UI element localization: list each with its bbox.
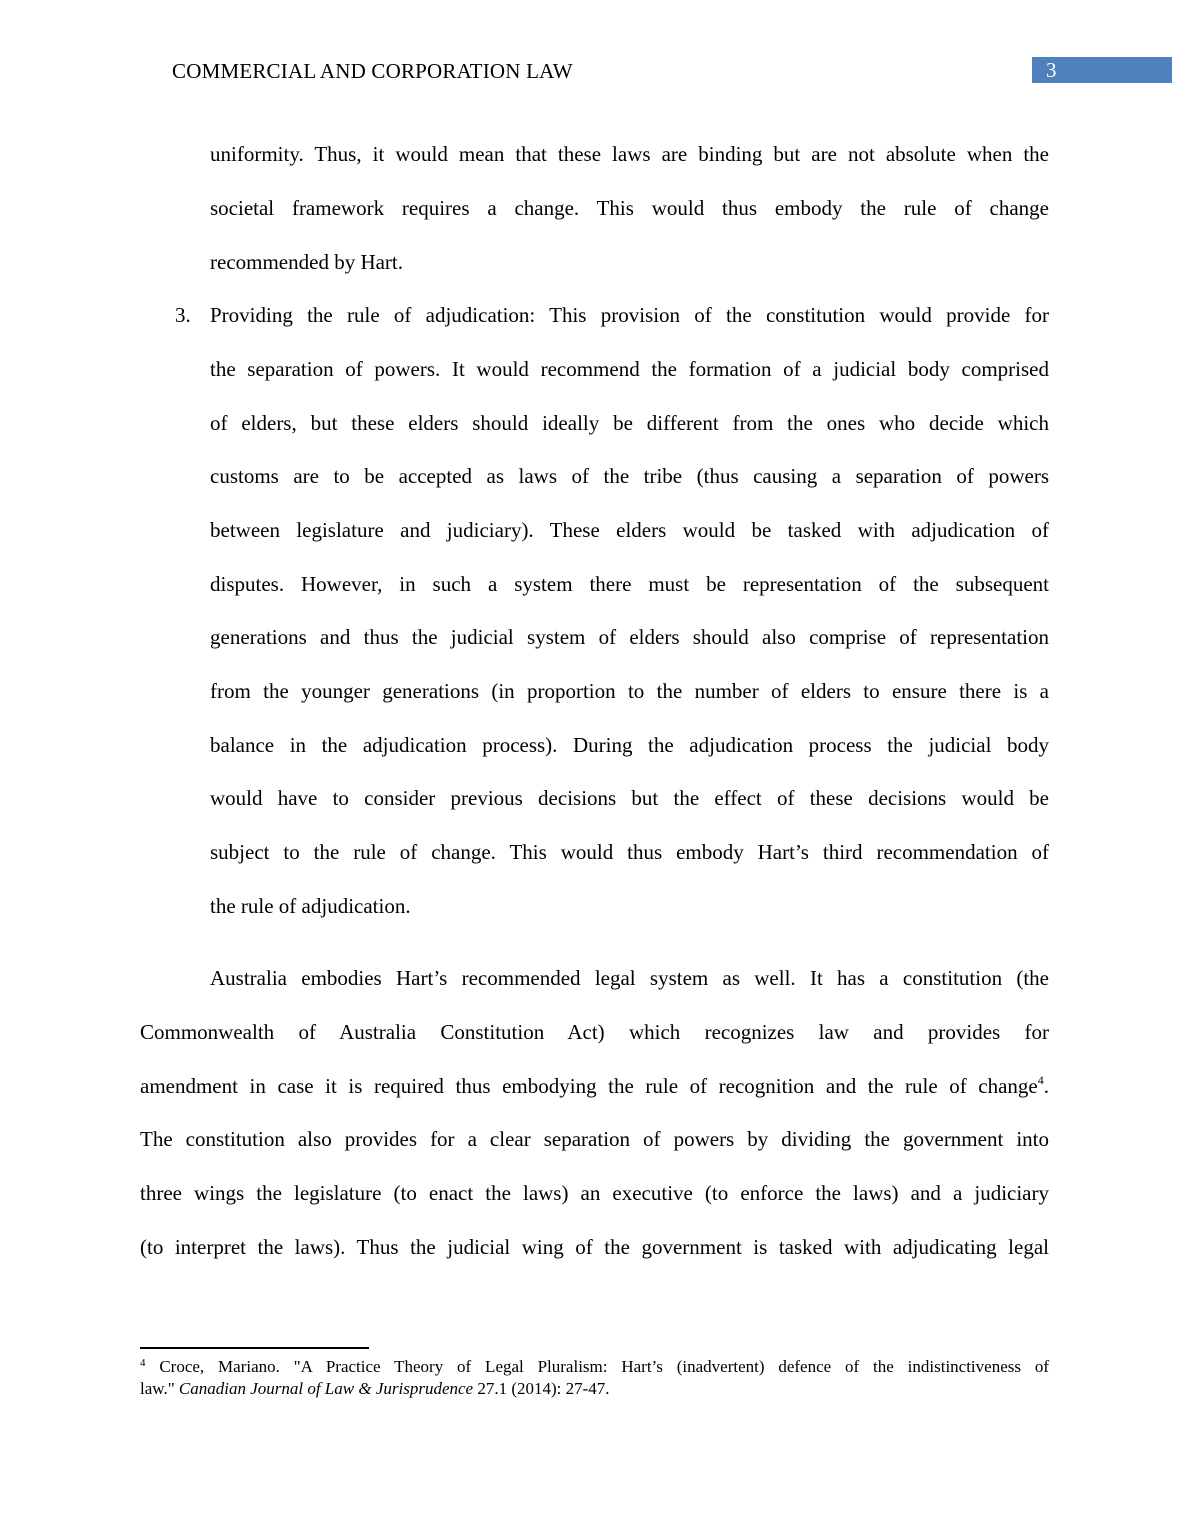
list-item-line: customs are to be accepted as laws of the tribe (thus causing a separation of powers	[210, 464, 1049, 488]
footnote-separator	[140, 1347, 369, 1349]
footnote-text: Croce, Mariano. "A Practice Theory of Legal Pluralism: Hart’s (inadvertent) defence of the indistinctiveness of	[159, 1357, 1049, 1376]
footnote-line	[140, 1356, 1049, 1378]
list-item-line: would have to consider previous decisions but the effect of these decisions would be	[210, 786, 1049, 810]
list-item-line: balance in the adjudication process). During the adjudication process the judicial body	[210, 733, 1049, 757]
page-number-badge	[1032, 57, 1172, 83]
footnote-line	[140, 1378, 1049, 1400]
list-item-line: disputes. However, in such a system there must be representation of the subsequent	[210, 572, 1049, 596]
body-text-line: societal framework requires a change. This would thus embody the rule of change	[210, 196, 1049, 220]
paragraph-line-with-footnote	[140, 1072, 1049, 1100]
list-item-line: between legislature and judiciary). These elders would be tasked with adjudication of	[210, 518, 1049, 542]
list-item-line: subject to the rule of change. This would thus embody Hart’s third recommendation of	[210, 840, 1049, 864]
body-text-line: recommended by Hart.	[210, 250, 404, 274]
list-item-line: the rule of adjudication.	[210, 894, 411, 918]
footnote-text: 27.1 (2014): 27-47.	[473, 1379, 610, 1398]
footnote-reference[interactable]: 4	[1037, 1073, 1044, 1087]
body-text-line: uniformity. Thus, it would mean that these laws are binding but are not absolute when the	[210, 142, 1049, 166]
paragraph-line: (to interpret the laws). Thus the judicial wing of the government is tasked with adjudicating legal	[140, 1235, 1049, 1259]
list-item-line: of elders, but these elders should ideally be different from the ones who decide which	[210, 411, 1049, 435]
paragraph-line: Commonwealth of Australia Constitution Act) which recognizes law and provides for	[140, 1020, 1049, 1044]
paragraph-line: The constitution also provides for a clear separation of powers by dividing the government into	[140, 1127, 1049, 1151]
list-item-number: 3.	[175, 303, 191, 327]
footnote-text: law."	[140, 1379, 179, 1398]
paragraph-line: Australia embodies Hart’s recommended legal system as well. It has a constitution (the	[210, 966, 1049, 990]
list-item-line: generations and thus the judicial system of elders should also comprise of representation	[210, 625, 1049, 649]
page-number: 3	[1046, 58, 1057, 82]
paragraph-line-text: amendment in case it is required thus embodying the rule of recognition and the rule of change	[140, 1074, 1038, 1098]
paragraph-line: three wings the legislature (to enact the laws) an executive (to enforce the laws) and a judiciary	[140, 1181, 1049, 1205]
running-header-title: COMMERCIAL AND CORPORATION LAW	[172, 59, 573, 83]
footnote-journal: Canadian Journal of Law & Jurisprudence	[178, 1379, 474, 1398]
list-item-line: Providing the rule of adjudication: This provision of the constitution would provide for	[210, 303, 1049, 327]
paragraph-line-end: .	[1043, 1074, 1049, 1098]
list-item-line: the separation of powers. It would recommend the formation of a judicial body comprised	[210, 357, 1049, 381]
list-item-line: from the younger generations (in proportion to the number of elders to ensure there is a	[210, 679, 1049, 703]
footnote-number: 4	[140, 1357, 146, 1369]
